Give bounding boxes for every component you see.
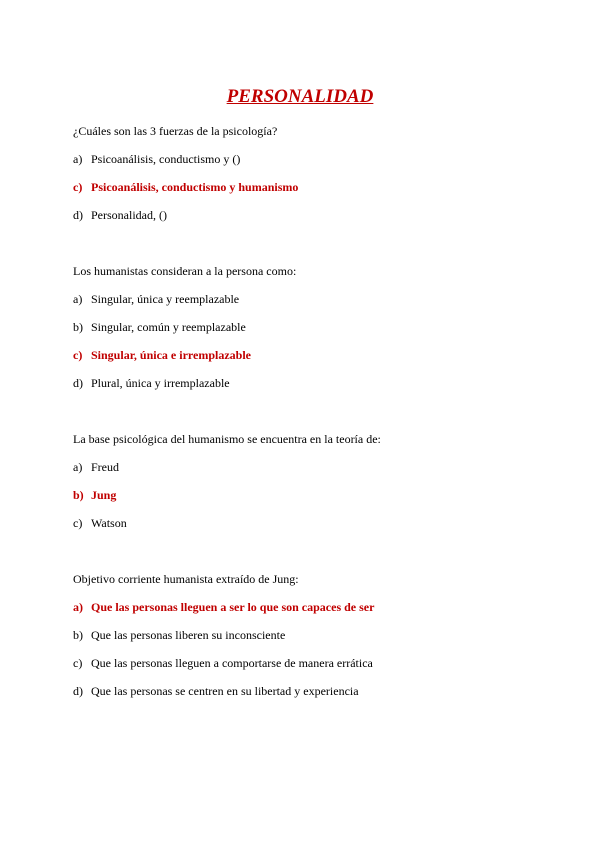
option-letter: b) bbox=[73, 628, 83, 642]
question-2-option-c-correct bbox=[73, 348, 251, 362]
option-text: Psicoanálisis, conductismo y () bbox=[91, 152, 241, 166]
question-2-text: Los humanistas consideran a la persona como: bbox=[73, 264, 297, 278]
question-3-text: La base psicológica del humanismo se encuentra en la teoría de: bbox=[73, 432, 381, 446]
option-letter: a) bbox=[73, 600, 83, 614]
option-letter: d) bbox=[73, 684, 83, 698]
question-4-option-b bbox=[73, 628, 285, 642]
question-1-option-d bbox=[73, 208, 167, 222]
option-letter: a) bbox=[73, 292, 83, 306]
question-2-option-a bbox=[73, 292, 239, 306]
question-3-option-b-correct bbox=[73, 488, 116, 502]
option-letter: c) bbox=[73, 348, 83, 362]
question-1-option-c-correct bbox=[73, 180, 298, 194]
option-text: Que las personas liberen su inconsciente bbox=[91, 628, 286, 642]
option-letter: a) bbox=[73, 460, 83, 474]
option-text: Personalidad, () bbox=[91, 208, 167, 222]
option-text: Jung bbox=[91, 488, 117, 502]
option-letter: c) bbox=[73, 656, 83, 670]
question-4-option-a-correct bbox=[73, 600, 374, 614]
option-text: Psicoanálisis, conductismo y humanismo bbox=[91, 180, 299, 194]
option-letter: d) bbox=[73, 208, 83, 222]
question-1-text: ¿Cuáles son las 3 fuerzas de la psicología? bbox=[73, 124, 278, 138]
option-text: Que las personas lleguen a ser lo que son capaces de ser bbox=[91, 600, 375, 614]
option-text: Watson bbox=[91, 516, 127, 530]
option-letter: a) bbox=[73, 152, 83, 166]
option-letter: b) bbox=[73, 488, 84, 502]
option-text: Que las personas lleguen a comportarse de manera errática bbox=[91, 656, 373, 670]
question-4-option-d bbox=[73, 684, 359, 698]
question-2-option-b bbox=[73, 320, 246, 334]
question-4-text: Objetivo corriente humanista extraído de Jung: bbox=[73, 572, 299, 586]
option-text: Singular, única y reemplazable bbox=[91, 292, 240, 306]
option-text: Singular, común y reemplazable bbox=[91, 320, 246, 334]
question-3-option-c bbox=[73, 516, 127, 530]
question-2-option-d bbox=[73, 376, 230, 390]
option-text: Singular, única e irremplazable bbox=[91, 348, 252, 362]
option-letter: b) bbox=[73, 320, 83, 334]
question-3-option-a bbox=[73, 460, 119, 474]
page-title: PERSONALIDAD bbox=[226, 86, 374, 107]
option-letter: d) bbox=[73, 376, 83, 390]
option-letter: c) bbox=[73, 180, 83, 194]
option-text: Plural, única y irremplazable bbox=[91, 376, 230, 390]
option-letter: c) bbox=[73, 516, 83, 530]
option-text: Que las personas se centren en su libertad y experiencia bbox=[91, 684, 359, 698]
option-text: Freud bbox=[91, 460, 119, 474]
question-4-option-c bbox=[73, 656, 373, 670]
question-1-option-a bbox=[73, 152, 240, 166]
